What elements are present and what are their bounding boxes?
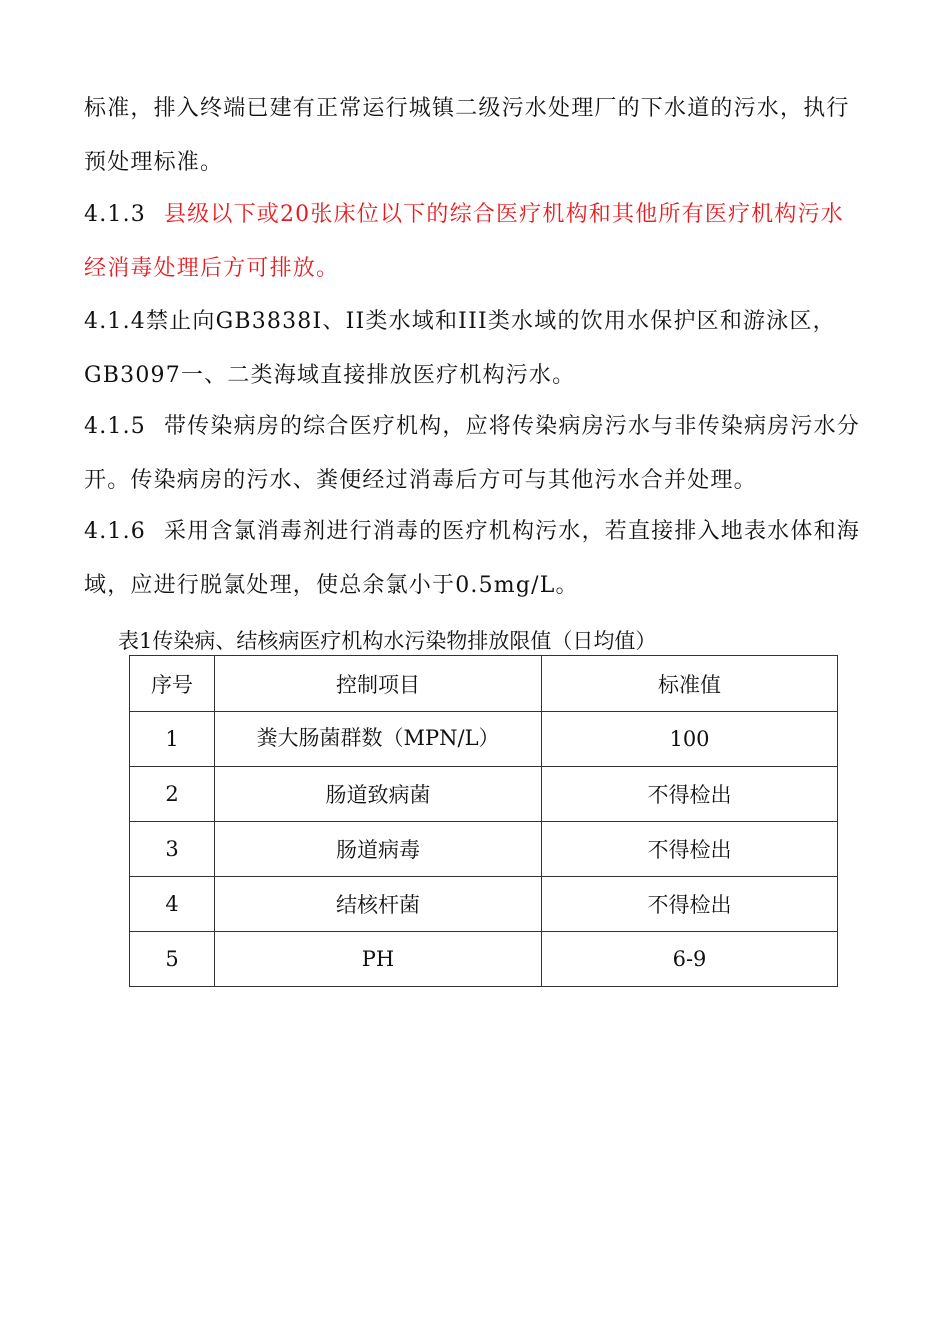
table-row xyxy=(130,767,838,822)
cell-seq: 1 xyxy=(130,712,215,767)
text-line: 域，应进行脱氯处理，使总余氯小于0.5mg/L。 xyxy=(84,573,579,598)
section-number: 4.1.6 xyxy=(84,519,146,544)
table-caption: 表1传染病、结核病医疗机构水污染物排放限值（日均值） xyxy=(118,629,657,653)
cell-item: 肠道病毒 xyxy=(215,822,542,877)
cell-seq: 5 xyxy=(130,932,215,987)
paragraph-preprocess-standard xyxy=(84,82,884,190)
highlighted-text: 经消毒处理后方可排放。 xyxy=(84,256,340,281)
text-line: 标准，排入终端已建有正常运行城镇二级污水处理厂的下水道的污水，执行 xyxy=(84,96,850,121)
table-row xyxy=(130,932,838,987)
header-seq: 序号 xyxy=(130,656,215,712)
table-row xyxy=(130,712,838,767)
section-number: 4.1.5 xyxy=(84,414,146,439)
header-item: 控制项目 xyxy=(215,656,542,712)
cell-value: 100 xyxy=(542,712,838,767)
cell-item: 结核杆菌 xyxy=(215,877,542,932)
text-line: 4.1.4禁止向GB3838I、II类水域和III类水域的饮用水保护区和游泳区， xyxy=(84,309,836,334)
highlighted-text: 县级以下或20张床位以下的综合医疗机构和其他所有医疗机构污水 xyxy=(163,202,844,227)
cell-value: 不得检出 xyxy=(542,767,838,822)
cell-item: 肠道致病菌 xyxy=(215,767,542,822)
text-line: GB3097一、二类海域直接排放医疗机构污水。 xyxy=(84,363,576,388)
section-4-1-4 xyxy=(84,295,884,403)
text-line: 采用含氯消毒剂进行消毒的医疗机构污水，若直接排入地表水体和海 xyxy=(163,519,860,544)
section-4-1-6 xyxy=(84,505,884,613)
section-4-1-5 xyxy=(84,400,884,508)
cell-seq: 2 xyxy=(130,767,215,822)
text-line: 开。传染病房的污水、粪便经过消毒后方可与其他污水合并处理。 xyxy=(84,468,757,493)
cell-item: 粪大肠菌群数（MPN/L） xyxy=(215,712,542,767)
header-value: 标准值 xyxy=(542,656,838,712)
text-line: 带传染病房的综合医疗机构，应将传染病房污水与非传染病房污水分 xyxy=(163,414,860,439)
section-4-1-3 xyxy=(84,188,884,296)
cell-value: 不得检出 xyxy=(542,877,838,932)
cell-item: PH xyxy=(215,932,542,987)
cell-value: 不得检出 xyxy=(542,822,838,877)
cell-seq: 3 xyxy=(130,822,215,877)
text-line: 预处理标准。 xyxy=(84,150,224,175)
cell-seq: 4 xyxy=(130,877,215,932)
discharge-limits-table xyxy=(129,655,838,987)
table-row xyxy=(130,822,838,877)
table-row xyxy=(130,877,838,932)
table-header-row xyxy=(130,656,838,712)
cell-value: 6-9 xyxy=(542,932,838,987)
section-number: 4.1.3 xyxy=(84,202,146,227)
